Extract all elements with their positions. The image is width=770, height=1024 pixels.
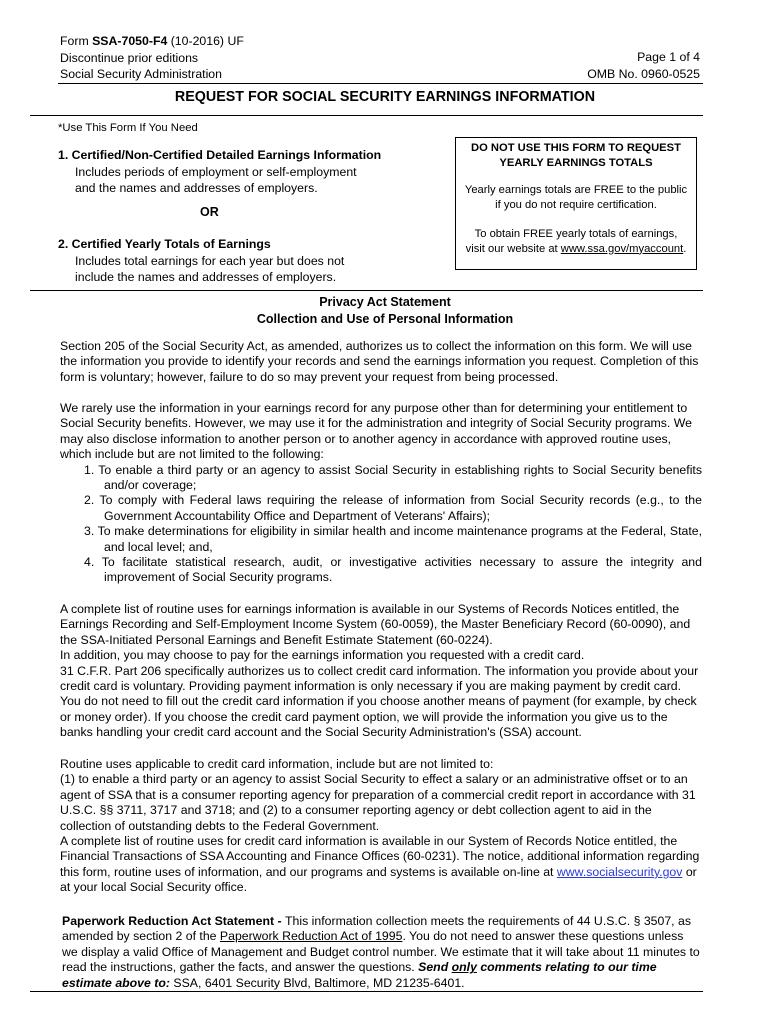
- option-2-title: 2. Certified Yearly Totals of Earnings: [58, 237, 271, 251]
- use-note: *Use This Form If You Need: [58, 122, 198, 134]
- notice-obtain-line1: To obtain FREE yearly totals of earnings,: [474, 228, 678, 240]
- socialsecurity-link[interactable]: www.socialsecurity.gov: [556, 864, 683, 879]
- notice-free-line2: if you do not require certification.: [495, 198, 657, 211]
- option-2-desc-line2: include the names and addresses of employers.: [75, 270, 337, 284]
- option-yearly-totals: [58, 236, 344, 286]
- routine-use-item: 1. To enable a third party or an agency to assist Social Security in establishing rights to Social Security benefits and/or coverage;: [84, 462, 702, 493]
- form-id: SSA-7050-F4: [92, 34, 168, 48]
- pra-act-link: Paperwork Reduction Act of 1995: [219, 929, 403, 944]
- privacy-paragraph-3: A complete list of routine uses for earnings information is available in our Systems of Records Notices entitled, the Earnings Recording and Self-Employment Income System (60-0059), the Master Beneficiary Record (60-0090), and the SSA-Initiated Personal Earnings and Benefit Estimate Statement (60-0224). In addition, you may choose to pay for the earnings information you requested with a credit card. 31 C.F.R. Part 206 specifically authorizes us to collect credit card information. The information you provide about your credit card is voluntary. Providing payment information is only necessary if you are making payment by credit card. You do not need to fill out the credit card information if you choose another means of payment (for example, by check or money order). If you choose the credit card payment option, we will provide the information you give us to the banks handling your credit card account and the Social Security Administration's (SSA) account.: [60, 602, 699, 740]
- paperwork-reduction-statement: Paperwork Reduction Act Statement - This information collection meets the requirements of 44 U.S.C. § 3507, as amended by section 2 of the Paperwork Reduction Act of 1995. You do not need to answer these questions unless we display a valid Office of Management and Budget control number. We estimate that it will take about 11 minutes to read the instructions, gather the facts, and answer the questions. Send only comments relating to our time estimate above to: SSA, 6401 Security Blvd, Baltimore, MD 21235-6401.: [62, 914, 700, 990]
- page-number: Page 1 of 4: [637, 50, 700, 64]
- routine-use-item: 3. To make determinations for eligibility in similar health and income maintenance programs at the Federal, State, and local level; and,: [84, 524, 702, 554]
- option-1-desc-line1: Includes periods of employment or self-employment: [75, 164, 357, 179]
- title-divider: [30, 115, 703, 116]
- privacy-paragraph-1: Section 205 of the Social Security Act, as amended, authorizes us to collect the information on this form. We will use the information you provide to identify your records and send the earnings information you request. Completion of this form is voluntary; however, failure to do so may prevent your request from being processed.: [60, 339, 699, 384]
- routine-use-item: 2. To comply with Federal laws requiring the release of information from Social Security records (e.g., to the Government Accountability Office and Department of Veterans' Affairs);: [84, 493, 702, 523]
- myaccount-link[interactable]: www.ssa.gov/myaccount: [560, 242, 684, 255]
- footer-divider: [30, 991, 703, 992]
- or-separator: OR: [200, 205, 219, 219]
- form-header-left: [60, 33, 244, 83]
- agency-name: Social Security Administration: [60, 67, 222, 81]
- discontinue-note: Discontinue prior editions: [60, 50, 199, 65]
- form-id-line: Form SSA-7050-F4 (10-2016) UF: [60, 34, 244, 48]
- privacy-paragraph-4: Routine uses applicable to credit card information, include but are not limited to: (1) to enable a third party or an agency to assist Social Security to effect a salary or an administrative offset or to an agent of SSA that is a consumer reporting agency for preparation of a commercial credit report in accordance with 31 U.S.C. §§ 3711, 3717 and 3718; and (2) to a consumer reporting agency or debt collection agent to aid in the collection of outstanding debts to the Federal Government. A complete list of routine uses for credit card information is available in our System of Records Notice entitled, the Financial Transactions of SSA Accounting and Finance Offices (60-0231). The notice, additional information regarding this form, routine uses of information, and our programs and systems is available on-line at www.socialsecurity.gov or at your local Social Security office.: [60, 757, 700, 895]
- notice-box: [455, 137, 697, 270]
- page-title: REQUEST FOR SOCIAL SECURITY EARNINGS INFORMATION: [174, 89, 596, 105]
- notice-obtain-line2: visit our website at www.ssa.gov/myaccount.: [465, 242, 687, 255]
- privacy-heading-line1: Privacy Act Statement: [319, 295, 451, 309]
- privacy-heading-line2: Collection and Use of Personal Information: [256, 311, 514, 326]
- pra-label: Paperwork Reduction Act Statement: [62, 914, 275, 928]
- option-1-desc-line2: and the names and addresses of employers.: [75, 181, 318, 195]
- routine-use-item: 4. To facilitate statistical research, audit, or investigative activities necessary to assure the integrity and improvement of Social Security programs.: [84, 555, 702, 585]
- form-header-right: [587, 49, 700, 82]
- notice-free-line1: Yearly earnings totals are FREE to the public: [464, 184, 688, 196]
- option-1-title: 1. Certified/Non-Certified Detailed Earnings Information: [58, 148, 382, 162]
- notice-title-line2: YEARLY EARNINGS TOTALS: [499, 156, 653, 169]
- privacy-act-heading: [0, 294, 770, 327]
- privacy-paragraph-2: We rarely use the information in your earnings record for any purpose other than for determining your entitlement to Social Security benefits. However, we may use it for the administration and integrity of Social Security programs. We may also disclose information to another person or to another agency in accordance with approved routine uses, which include but are not limited to the following: 1. To enable a third party or an agency to assist Social Security in establishing rights to Social Security benefits and/or coverage; 2. To comply with Federal laws requiring the release of information from Social Security records (e.g., to the Government Accountability Office and Department of Veterans' Affairs); 3. To make determinations for eligibility in similar health and income maintenance programs at the Federal, State, and local level; and, 4. To facilitate statistical research, audit, or investigative activities necessary to assure the integrity and improvement of Social Security programs.: [60, 401, 702, 585]
- option-2-desc-line1: Includes total earnings for each year but does not: [75, 253, 345, 268]
- omb-number: OMB No. 0960-0525: [587, 66, 700, 81]
- notice-title-line1: DO NOT USE THIS FORM TO REQUEST: [471, 142, 681, 154]
- header-divider: [58, 83, 703, 84]
- option-detailed-earnings: [58, 147, 381, 197]
- privacy-divider-left: [30, 290, 703, 291]
